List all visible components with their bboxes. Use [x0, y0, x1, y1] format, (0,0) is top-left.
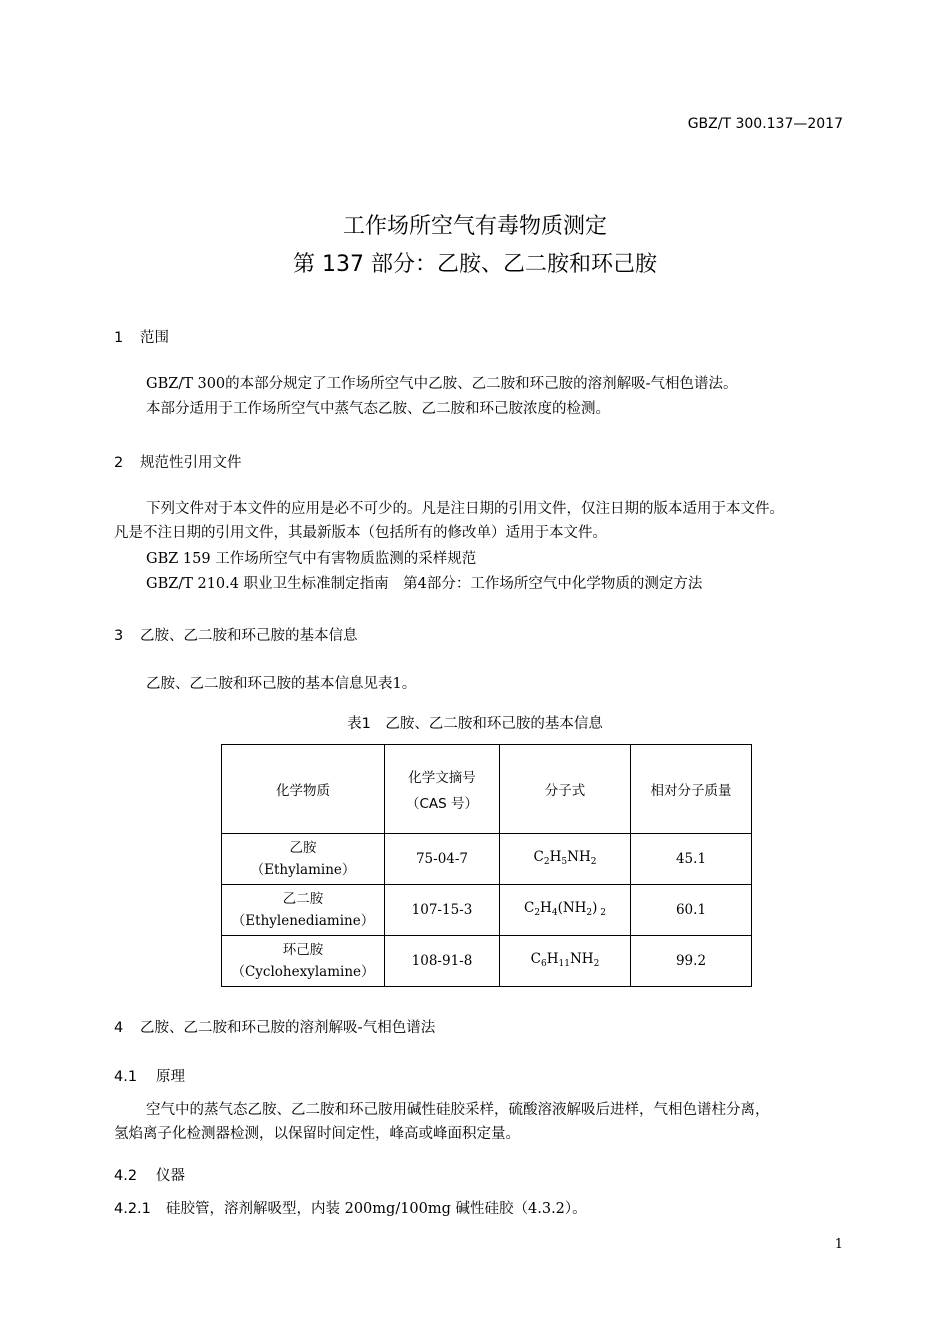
document-title: 工作场所空气有毒物质测定 — [342, 214, 607, 239]
table-row — [222, 936, 752, 987]
cell-substance: 乙胺 （Ethylamine） — [222, 834, 385, 885]
basic-info-table — [221, 744, 752, 987]
document-subtitle: 第 137 部分：乙胺、乙二胺和环己胺 — [293, 252, 657, 277]
table-row — [222, 834, 752, 885]
table-header-row — [222, 745, 752, 834]
subsection-heading: 4.2 仪器 — [114, 1168, 185, 1184]
table-row — [222, 885, 752, 936]
header-formula: 分子式 — [500, 745, 631, 834]
clause-4-2-1: 4.2.1 硅胶管，溶剂解吸型，内装 200mg/100mg 碱性硅胶（4.3.2）。 — [114, 1201, 587, 1217]
section-heading: 2 规范性引用文件 — [114, 455, 242, 471]
section-heading: 4 乙胺、乙二胺和环己胺的溶剂解吸-气相色谱法 — [114, 1020, 436, 1036]
cell-formula: $C_6H_{11}NH_2$ — [500, 936, 631, 987]
paragraph: 空气中的蒸气态乙胺、乙二胺和环己胺用碱性硅胶采样，硫酸溶液解吸后进样，气相色谱柱分离， 氢焰离子化检测器检测，以保留时间定性，峰高或峰面积定量。 — [114, 1102, 770, 1142]
subsection-heading: 4.1 原理 — [114, 1069, 185, 1085]
cell-cas: 75-04-7 — [385, 834, 500, 885]
header-cas: 化学文摘号 （CAS 号） — [385, 745, 500, 834]
cell-mass: 60.1 — [631, 885, 752, 936]
section-heading: 3 乙胺、乙二胺和环己胺的基本信息 — [114, 628, 358, 644]
paragraph: GBZ/T 300的本部分规定了工作场所空气中乙胺、乙二胺和环己胺的溶剂解吸-气相色谱法。 — [146, 376, 738, 392]
paragraph: 下列文件对于本文件的应用是必不可少的。凡是注日期的引用文件，仅注日期的版本适用于本文件。 凡是不注日期的引用文件，其最新版本（包括所有的修改单）适用于本文件。 — [114, 501, 784, 541]
cell-cas: 107-15-3 — [385, 885, 500, 936]
header-substance: 化学物质 — [222, 745, 385, 834]
page-number: 1 — [834, 1237, 843, 1252]
reference-item: GBZ/T 210.4 职业卫生标准制定指南 第4部分：工作场所空气中化学物质的测定方法 — [146, 576, 703, 592]
cell-formula: $C_2H_5NH_2$ — [500, 834, 631, 885]
cell-formula: $C_2H_4(NH_2)$ $_2$ — [500, 885, 631, 936]
header-mass: 相对分子质量 — [631, 745, 752, 834]
cell-mass: 99.2 — [631, 936, 752, 987]
cell-mass: 45.1 — [631, 834, 752, 885]
cell-cas: 108-91-8 — [385, 936, 500, 987]
reference-item: GBZ 159 工作场所空气中有害物质监测的采样规范 — [146, 551, 477, 567]
document-id: GBZ/T 300.137—2017 — [687, 116, 843, 132]
cell-substance: 乙二胺 （Ethylenediamine） — [222, 885, 385, 936]
paragraph: 乙胺、乙二胺和环己胺的基本信息见表1。 — [146, 676, 417, 692]
paragraph: 本部分适用于工作场所空气中蒸气态乙胺、乙二胺和环己胺浓度的检测。 — [146, 401, 610, 417]
table-caption: 表1 乙胺、乙二胺和环己胺的基本信息 — [347, 716, 603, 732]
section-heading: 1 范围 — [114, 330, 169, 346]
cell-substance: 环己胺 （Cyclohexylamine） — [222, 936, 385, 987]
